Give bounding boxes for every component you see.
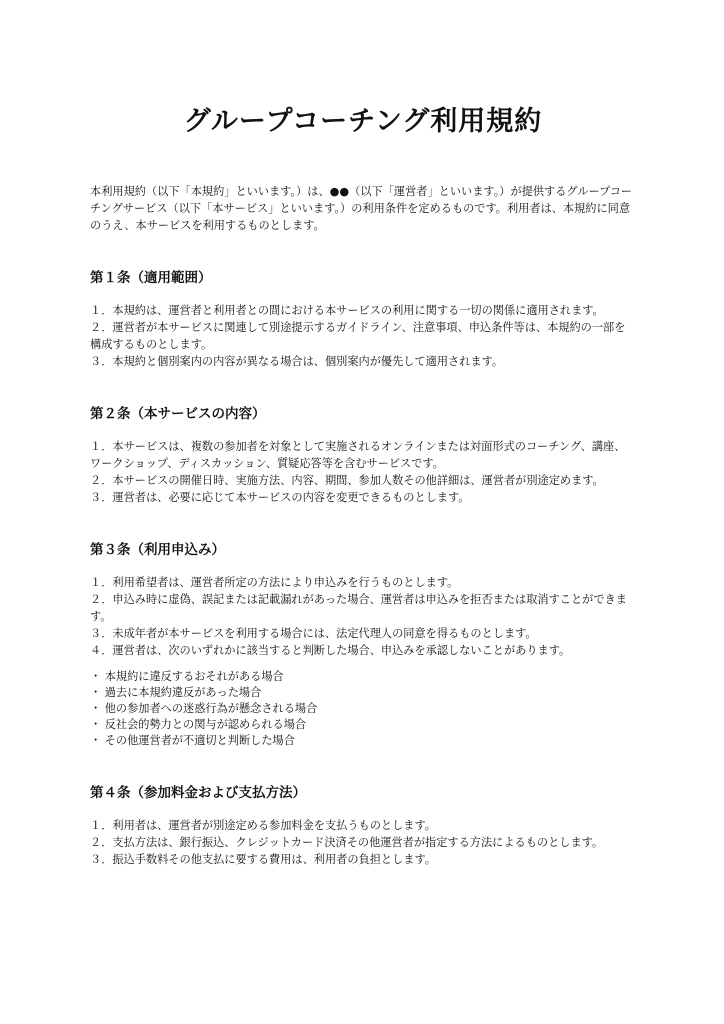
clause-list <box>90 438 636 506</box>
bullet-item: ・ 反社会的勢力との関与が認められる場合 <box>90 718 307 731</box>
intro-paragraph: 本利用規約（以下「本規約」といいます。）は、●●（以下「運営者」といいます。）が提供するグループコーチングサービス（以下「本サービス」といいます。）の利用条件を定めるものです。利用者は、本規約に同意のうえ、本サービスを利用するものとします。 <box>90 185 633 232</box>
clause-list <box>90 817 636 868</box>
clause-list <box>90 574 636 659</box>
bullet-item: ・ 本規約に違反するおそれがある場合 <box>90 670 284 683</box>
bullet-list <box>90 669 636 749</box>
clause-item: ２．本サービスの開催日時、実施方法、内容、期間、参加人数その他詳細は、運営者が別途定めます。 <box>90 474 604 487</box>
clause-item: ３．未成年者が本サービスを利用する場合には、法定代理人の同意を得るものとします。 <box>90 627 537 640</box>
clause-item: ２．申込み時に虚偽、誤記または記載漏れがあった場合、運営者は申込みを拒否または取消すことができます。 <box>90 593 627 623</box>
bullet-item: ・ 過去に本規約違反があった場合 <box>90 686 262 699</box>
clause-item: ４．運営者は、次のいずれかに該当すると判断した場合、申込みを承認しないことがあります。 <box>90 644 571 657</box>
clause-item: １．本規約は、運営者と利用者との間における本サービスの利用に関する一切の関係に適用されます。 <box>90 304 604 317</box>
clause-item: ３．振込手数料その他支払に要する費用は、利用者の負担とします。 <box>90 853 436 866</box>
clause-item: ３．本規約と個別案内の内容が異なる場合は、個別案内が優先して適用されます。 <box>90 355 504 368</box>
article-heading: 第４条（参加料金および支払方法） <box>90 785 306 801</box>
article-heading: 第１条（適用範囲） <box>90 270 212 286</box>
article-heading: 第２条（本サービスの内容） <box>90 406 266 422</box>
document-title: グループコーチング利用規約 <box>183 106 543 137</box>
bullet-item: ・ その他運営者が不適切と判断した場合 <box>90 734 295 747</box>
clause-item: ２．支払方法は、銀行振込、クレジットカード決済その他運営者が指定する方法によるものとします。 <box>90 836 604 849</box>
clause-item: ３．運営者は、必要に応じて本サービスの内容を変更できるものとします。 <box>90 491 470 504</box>
bullet-item: ・ 他の参加者への迷惑行為が懸念される場合 <box>90 702 318 715</box>
clause-item: １．本サービスは、複数の参加者を対象として実施されるオンラインまたは対面形式のコーチング、講座、ワークショップ、ディスカッション、質疑応答等を含むサービスです。 <box>90 440 626 470</box>
clause-item: １．利用希望者は、運営者所定の方法により申込みを行うものとします。 <box>90 576 459 589</box>
article-2 <box>90 404 636 506</box>
clause-list <box>90 302 636 370</box>
clause-item: １．利用者は、運営者が別途定める参加料金を支払うものとします。 <box>90 819 436 832</box>
article-1 <box>90 268 636 370</box>
article-3 <box>90 540 636 749</box>
article-4 <box>90 783 636 868</box>
clause-item: ２．運営者が本サービスに関連して別途提示するガイドライン、注意事項、申込条件等は、本規約の一部を構成するものとします。 <box>90 321 626 351</box>
article-heading: 第３条（利用申込み） <box>90 542 225 558</box>
